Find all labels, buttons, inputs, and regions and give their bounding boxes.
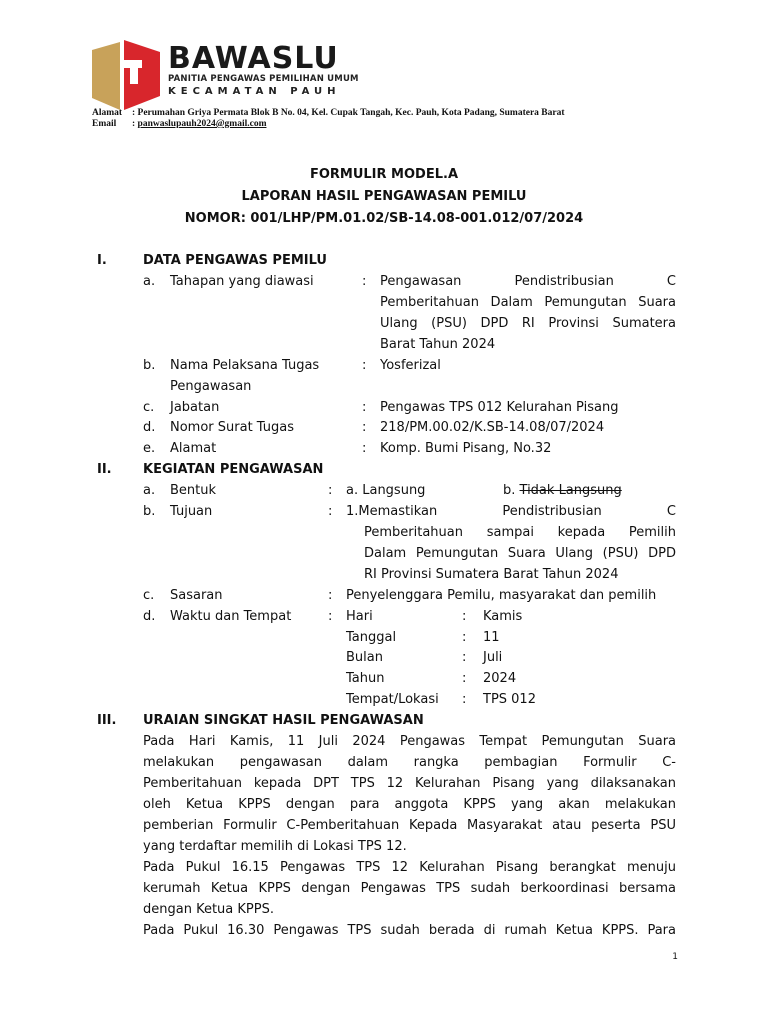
stage-value-line: Ulang (PSU) DPD RI Provinsi Sumatera	[380, 316, 676, 331]
form-title: FORMULIR MODEL.A	[309, 167, 459, 182]
option-indirect-prefix: b.	[503, 483, 516, 498]
item-letter: d.	[143, 609, 156, 624]
summary-line: dengan Ketua KPPS.	[143, 902, 274, 917]
field-label-target: Sasaran	[170, 588, 223, 603]
colon: :	[362, 358, 367, 373]
time-value: 2024	[483, 671, 517, 686]
item-letter: a.	[143, 274, 156, 289]
time-key: Tempat/Lokasi	[346, 692, 439, 707]
item-letter: b.	[143, 504, 156, 519]
time-key: Hari	[346, 609, 373, 624]
colon: :	[328, 483, 333, 498]
time-value: TPS 012	[483, 692, 536, 707]
item-letter: c.	[143, 400, 155, 415]
summary-line: Pada Hari Kamis, 11 Juli 2024 Pengawas Tempat Pemungutan Suara	[143, 734, 676, 749]
summary-line: Pemberitahuan kepada DPT TPS 12 Kelurahan Pisang yang dilaksanakan	[143, 776, 676, 791]
time-key: Bulan	[346, 650, 383, 665]
item-letter: d.	[143, 420, 156, 435]
report-title: LAPORAN HASIL PENGAWASAN PEMILU	[241, 189, 527, 204]
target-value: Penyelenggara Pemilu, masyarakat dan pemilih	[346, 588, 657, 603]
email-label: Email	[92, 119, 117, 129]
section3-heading: URAIAN SINGKAT HASIL PENGAWASAN	[143, 713, 424, 728]
section2-heading: KEGIATAN PENGAWASAN	[143, 462, 324, 477]
option-indirect	[503, 481, 622, 501]
item-letter: c.	[143, 588, 155, 603]
colon: :	[362, 441, 367, 456]
colon: :	[328, 609, 333, 624]
position-value: Pengawas TPS 012 Kelurahan Pisang	[380, 400, 619, 415]
email-link[interactable]: panwaslupauh2024@gmail.com	[137, 119, 267, 129]
summary-line: Pada Pukul 16.15 Pengawas TPS 12 Kelurahan Pisang berangkat menuju	[143, 860, 676, 875]
address-value: : Perumahan Griya Permata Blok B No. 04, Kel. Cupak Tangah, Kec. Pauh, Kota Padang, Sumatera Barat	[132, 108, 565, 118]
field-label-position: Jabatan	[170, 400, 220, 415]
purpose-line: Pemberitahuan sampai kepada Pemilih	[364, 525, 676, 540]
field-label-address: Alamat	[170, 441, 217, 456]
item-letter: b.	[143, 358, 156, 373]
colon: :	[362, 400, 367, 415]
time-key: Tanggal	[346, 630, 397, 645]
section1-heading: DATA PENGAWAS PEMILU	[143, 253, 327, 268]
purpose-line: 1.Memastikan Pendistribusian C	[346, 504, 676, 519]
org-district: KECAMATAN PAUH	[168, 86, 341, 97]
page-number: 1	[672, 952, 678, 962]
field-label-purpose: Tujuan	[170, 504, 213, 519]
time-value: Juli	[483, 650, 503, 665]
field-label-form: Bentuk	[170, 483, 217, 498]
colon: :	[462, 609, 467, 624]
item-letter: e.	[143, 441, 156, 456]
section1-number: I.	[97, 253, 107, 268]
summary-line: oleh Ketua KPPS dengan para anggota KPPS yang akan melakukan	[143, 797, 676, 812]
email-line	[92, 119, 266, 129]
purpose-line: RI Provinsi Sumatera Barat Tahun 2024	[364, 567, 619, 582]
item-letter: a.	[143, 483, 156, 498]
colon: :	[462, 650, 467, 665]
purpose-line: Dalam Pemungutan Suara Ulang (PSU) DPD	[364, 546, 676, 561]
colon: :	[462, 671, 467, 686]
summary-line: yang terdaftar memilih di Lokasi TPS 12.	[143, 839, 407, 854]
field-label-letter-number: Nomor Surat Tugas	[170, 420, 295, 435]
officer-name: Yosferizal	[380, 358, 441, 373]
option-direct: a. Langsung	[346, 483, 426, 498]
stage-value-line: Pemberitahuan Dalam Pemungutan Suara	[380, 295, 676, 310]
section2-number: II.	[97, 462, 112, 477]
time-key: Tahun	[346, 671, 385, 686]
colon: :	[462, 692, 467, 707]
summary-line: melakukan pengawasan dalam rangka pembagian Formulir C-	[143, 755, 676, 770]
address-label: Alamat	[92, 108, 123, 118]
field-label-officer-cont: Pengawasan	[170, 379, 252, 394]
field-label-stage: Tahapan yang diawasi	[170, 274, 314, 289]
option-indirect-label: Tidak Langsung	[519, 483, 622, 498]
report-number: NOMOR: 001/LHP/PM.01.02/SB-14.08-001.012/07/2024	[184, 211, 584, 226]
stage-value-line: Barat Tahun 2024	[380, 337, 496, 352]
field-label-time-place: Waktu dan Tempat	[170, 609, 292, 624]
letter-number-value: 218/PM.00.02/K.SB-14.08/07/2024	[380, 420, 605, 435]
org-name: BAWASLU	[168, 41, 339, 76]
colon: :	[362, 420, 367, 435]
time-value: Kamis	[483, 609, 523, 624]
summary-line: pemberian Formulir C-Pemberitahuan Kepada Masyarakat atau peserta PSU	[143, 818, 676, 833]
email-sep: :	[132, 119, 136, 129]
colon: :	[328, 504, 333, 519]
section3-number: III.	[97, 713, 117, 728]
field-label-officer: Nama Pelaksana Tugas	[170, 358, 320, 373]
summary-line: kerumah Ketua KPPS dengan Pengawas TPS sudah berkoordinasi bersama	[143, 881, 676, 896]
org-subtitle: PANITIA PENGAWAS PEMILIHAN UMUM	[168, 74, 359, 84]
address-value-field: Komp. Bumi Pisang, No.32	[380, 441, 552, 456]
colon: :	[328, 588, 333, 603]
colon: :	[462, 630, 467, 645]
summary-line: Pada Pukul 16.30 Pengawas TPS sudah berada di rumah Ketua KPPS. Para	[143, 923, 676, 938]
address-line	[92, 108, 565, 118]
time-value: 11	[483, 630, 500, 645]
stage-value-line: Pengawasan Pendistribusian C	[380, 274, 676, 289]
colon: :	[362, 274, 367, 289]
bawaslu-logo-icon	[90, 38, 162, 110]
